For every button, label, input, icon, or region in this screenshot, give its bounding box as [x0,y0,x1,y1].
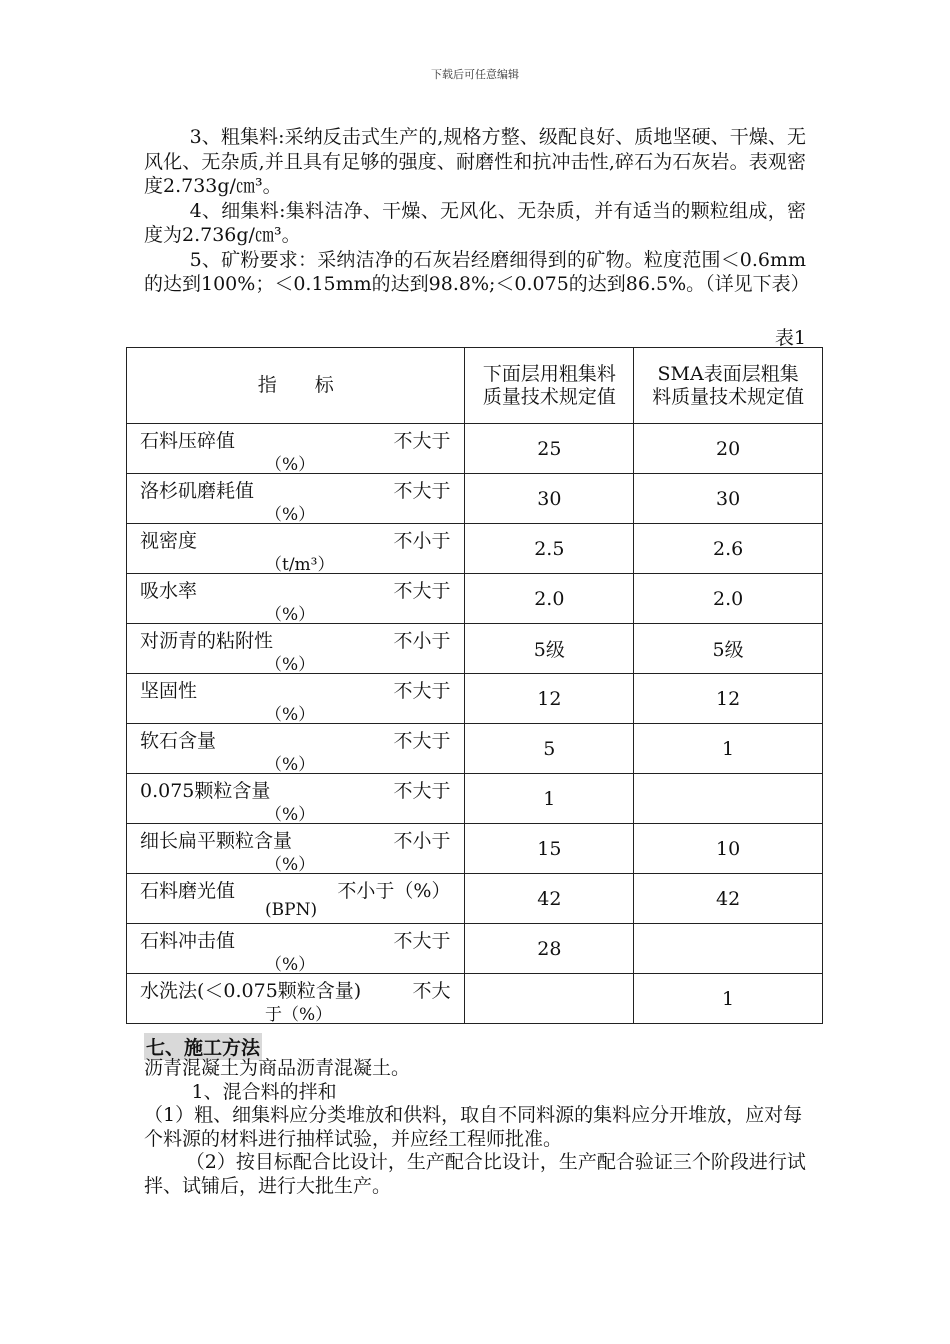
indicator-cell [127,824,465,874]
table-row [127,674,823,724]
indicator-name: 视密度 [140,530,198,552]
indicator-cell [127,774,465,824]
indicator-name: 0.075颗粒含量 [140,780,271,802]
indicator-cell [127,624,465,674]
indicator-name: 石料冲击值 [140,930,236,952]
indicator-name: 水洗法(＜0.075颗粒含量) [140,980,362,1002]
indicator-unit: （%） [265,955,316,975]
lower-layer-value [465,974,634,1024]
sma-surface-value: 10 [634,824,823,874]
header-lower-layer: 下面层用粗集料质量技术规定值 [465,348,634,424]
indicator-name: 石料磨光值 [140,880,236,902]
indicator-limit: 不大于 [393,480,451,502]
indicator-unit: （%） [265,855,316,875]
table-row [127,724,823,774]
indicator-limit: 不大于 [393,680,451,702]
intro-line: 沥青混凝土为商品沥青混凝土。 [144,1057,411,1079]
table-row [127,774,823,824]
sma-surface-value: 20 [634,424,823,474]
table-row [127,874,823,924]
sma-surface-value: 1 [634,724,823,774]
lower-layer-value: 12 [465,674,634,724]
sma-surface-value: 12 [634,674,823,724]
indicator-limit: 不大于 [393,780,451,802]
paragraph-mineral-powder: 5、矿粉要求：采纳洁净的石灰岩经磨细得到的矿物。粒度范围＜0.6mm的达到100%；＜0.15mm的达到98.8%;＜0.075的达到86.5%。（详见下表） [144,248,810,295]
aggregate-spec-table [126,347,823,1024]
table-caption: 表1 [774,327,806,349]
indicator-limit: 不大于 [393,580,451,602]
indicator-unit: 于（%） [265,1005,333,1025]
lower-layer-value: 1 [465,774,634,824]
indicator-unit: (BPN) [265,900,318,920]
indicator-limit: 不小于 [393,630,451,652]
indicator-limit: 不大于 [393,730,451,752]
subheading-mixing: 1、混合料的拌和 [191,1080,337,1103]
table-row [127,524,823,574]
sma-surface-value: 42 [634,874,823,924]
item-2: （2）按目标配合比设计，生产配合比设计，生产配合验证三个阶段进行试拌、试铺后，进行大批生产。 [144,1151,806,1197]
indicator-unit: （%） [265,505,316,525]
indicator-unit: （%） [265,605,316,625]
indicator-name: 软石含量 [140,730,217,752]
indicator-cell [127,474,465,524]
lower-layer-value: 15 [465,824,634,874]
lower-layer-value: 2.5 [465,524,634,574]
lower-layer-value: 25 [465,424,634,474]
table-row [127,574,823,624]
indicator-cell [127,674,465,724]
indicator-name: 石料压碎值 [140,430,236,452]
section-heading: 七、施工方法 [144,1033,262,1060]
indicator-limit: 不大于 [393,430,451,452]
material-requirements [144,125,810,297]
indicator-cell [127,724,465,774]
indicator-unit: （%） [265,655,316,675]
sma-surface-value: 30 [634,474,823,524]
indicator-limit: 不小于（%） [337,880,451,902]
table-row [127,824,823,874]
sma-surface-value [634,774,823,824]
indicator-unit: （%） [265,705,316,725]
table-row [127,424,823,474]
indicator-limit: 不小于 [393,530,451,552]
lower-layer-value: 30 [465,474,634,524]
indicator-cell [127,974,465,1024]
paragraph-coarse-aggregate: 3、粗集料:采纳反击式生产的,规格方整、级配良好、质地坚硬、干燥、无风化、无杂质,并且具有足够的强度、耐磨性和抗冲击性,碎石为石灰岩。表观密度2.733g/㎝³。 [144,126,806,197]
table-header-row [127,348,823,424]
lower-layer-value: 5级 [465,624,634,674]
table-row [127,924,823,974]
table-row [127,974,823,1024]
construction-method [144,1057,806,1198]
lower-layer-value: 42 [465,874,634,924]
sma-surface-value: 5级 [634,624,823,674]
lower-layer-value: 5 [465,724,634,774]
paragraph-fine-aggregate: 4、细集料:集料洁净、干燥、无风化、无杂质，并有适当的颗粒组成，密度为2.736g/㎝³。 [144,199,806,246]
indicator-limit: 不小于 [393,830,451,852]
sma-surface-value: 2.6 [634,524,823,574]
sma-surface-value [634,924,823,974]
indicator-name: 坚固性 [140,680,198,702]
indicator-name: 细长扁平颗粒含量 [140,830,293,852]
sma-surface-value: 2.0 [634,574,823,624]
indicator-cell [127,524,465,574]
item-1: （1）粗、细集料应分类堆放和供料，取自不同料源的集料应分开堆放，应对每个料源的材料进行抽样试验，并应经工程师批准。 [144,1104,803,1150]
indicator-cell [127,924,465,974]
header-note: 下载后可任意编辑 [431,68,519,81]
indicator-limit: 不大 [412,980,451,1002]
indicator-unit: （%） [265,755,316,775]
table-row [127,624,823,674]
lower-layer-value: 2.0 [465,574,634,624]
indicator-name: 吸水率 [140,580,198,602]
header-indicator: 指 标 [127,348,465,424]
indicator-name: 对沥青的粘附性 [140,630,274,652]
header-sma-surface: SMA表面层粗集料质量技术规定值 [634,348,823,424]
sma-surface-value: 1 [634,974,823,1024]
indicator-unit: （t/m³） [265,555,335,575]
indicator-cell [127,574,465,624]
lower-layer-value: 28 [465,924,634,974]
indicator-cell [127,874,465,924]
indicator-limit: 不大于 [393,930,451,952]
indicator-unit: （%） [265,455,316,475]
indicator-cell [127,424,465,474]
table-row [127,474,823,524]
indicator-name: 洛杉矶磨耗值 [140,480,255,502]
indicator-unit: （%） [265,805,316,825]
